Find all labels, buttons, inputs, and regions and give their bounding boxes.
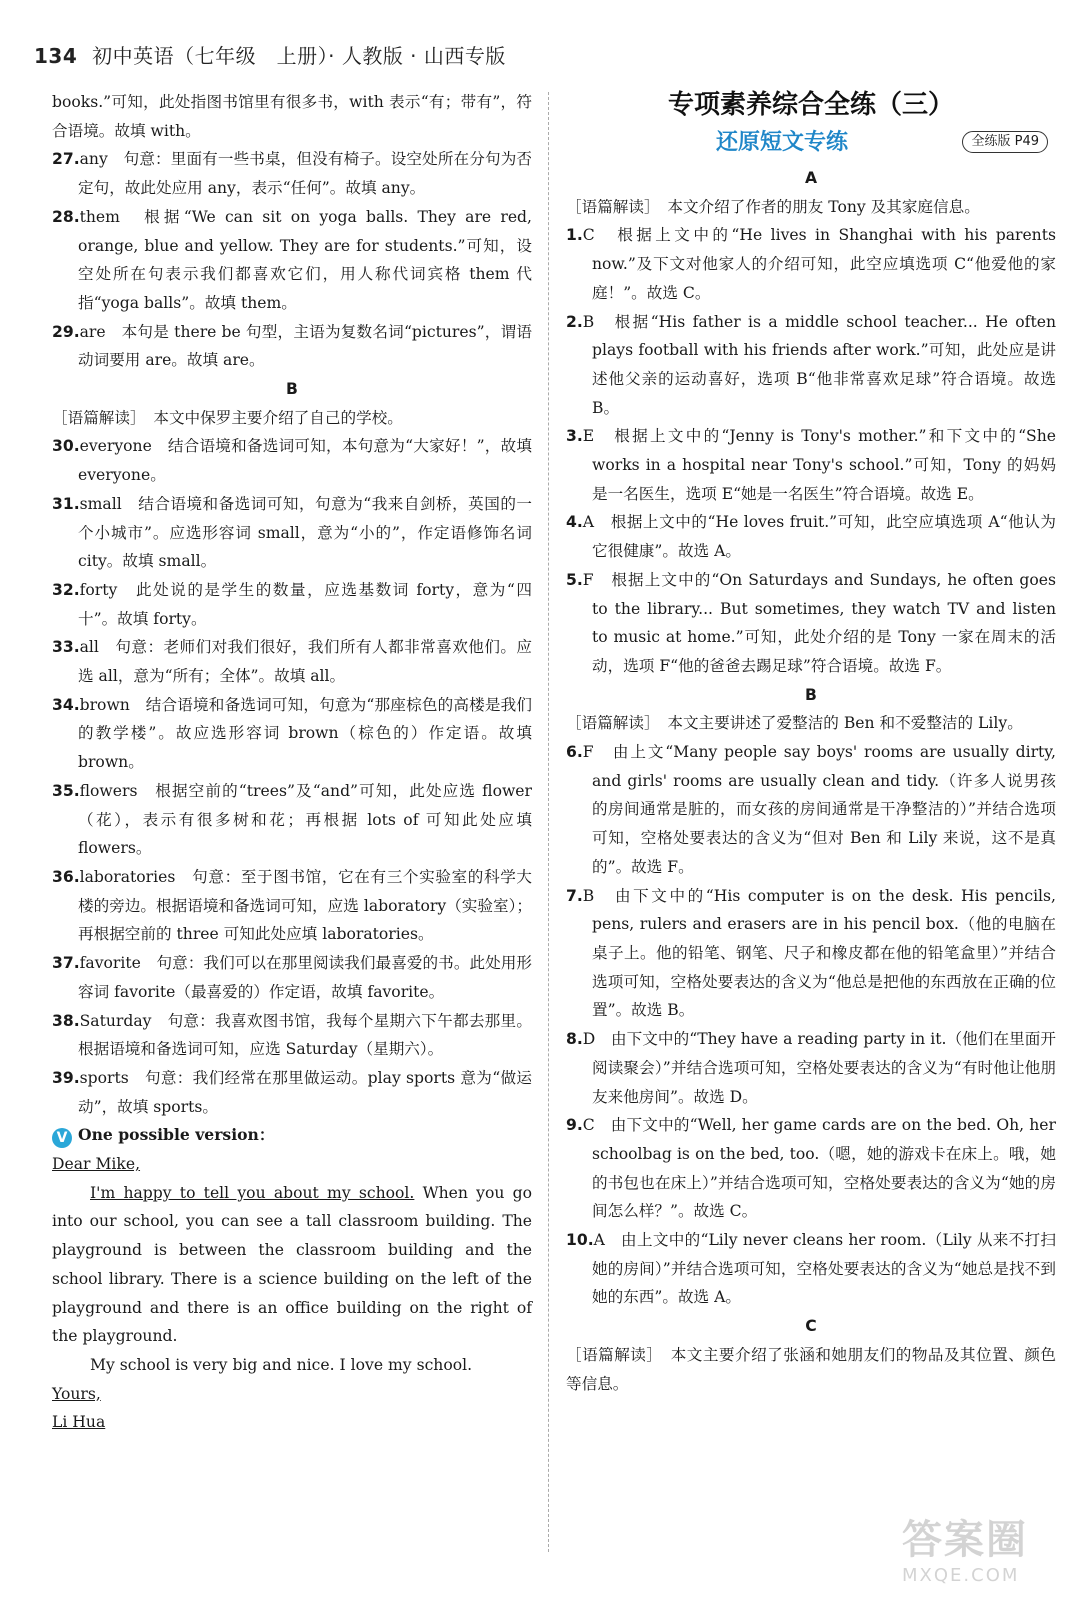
answer-explanation: everyone 结合语境和备选词可知，本句意为“大家好！”，故填 everyone。 — [78, 437, 532, 485]
writing-version-heading — [52, 1121, 532, 1150]
answer-number: 27. — [52, 150, 80, 169]
answer-explanation: favorite 句意：我们可以在那里阅读我们最喜爱的书。此处用形容词 favorite（最喜爱的）作定语，故填 favorite。 — [78, 954, 532, 1001]
answer-number: 38. — [52, 1011, 80, 1030]
section-c-heading: C — [805, 1317, 817, 1336]
letter-closing: Yours, — [52, 1384, 101, 1403]
answer-number: 34. — [52, 695, 80, 714]
answer-number: 8. — [566, 1030, 583, 1049]
letter-signature: Li Hua — [52, 1413, 106, 1432]
answer-explanation: C 根据上文中的“He lives in Shanghai with his parents now.”及下文对他家人的介绍可知，此空应填选项 C“他爱他的家庭！”。故选 C。 — [582, 226, 1056, 302]
left-column — [52, 88, 532, 1437]
answer-item — [566, 1111, 1056, 1226]
passage-gist-c: ［语篇解读］ 本文主要介绍了张涵和她朋友们的物品及其位置、颜色等信息。 — [566, 1345, 1056, 1393]
version-title: One possible version： — [78, 1125, 275, 1145]
subtitle-row — [566, 126, 1056, 164]
answer-item — [52, 576, 532, 633]
passage-gist-b-right: ［语篇解读］ 本文主要讲述了爱整洁的 Ben 和不爱整洁的 Lily。 — [566, 714, 1023, 733]
letter-paragraph-2: My school is very big and nice. I love my school. — [90, 1355, 473, 1374]
answer-explanation: sports 句意：我们经常在那里做运动。play sports 意为“做运动”，故填 sports。 — [78, 1068, 532, 1116]
topic-sentence: I'm happy to tell you about my school. — [90, 1183, 415, 1202]
answer-item — [566, 221, 1056, 307]
answer-number: 5. — [566, 570, 583, 589]
answer-explanation: D 由下文中的“They have a reading party in it.（他们在里面开阅读聚会）”并结合选项可知，空格处要表达的含义为“有时他让他朋友来他房间”。故选 D。 — [582, 1030, 1056, 1106]
answer-item — [52, 490, 532, 576]
answer-item — [52, 318, 532, 375]
answers-group-a-right — [566, 221, 1056, 680]
answer-number: 39. — [52, 1068, 80, 1087]
answer-explanation: flowers 根据空前的“trees”及“and”可知，此处应选 flower（花），表示有很多树和花；再根据 lots of 可知此处应填 flowers。 — [78, 781, 532, 858]
answer-item — [52, 863, 532, 949]
page-reference-badge: 全练版 P49 — [962, 131, 1048, 153]
passage-gist-b: ［语篇解读］ 本文中保罗主要介绍了自己的学校。 — [52, 408, 403, 427]
answer-number: 28. — [52, 207, 80, 226]
answer-number: 29. — [52, 322, 80, 341]
answers-group-b — [52, 432, 532, 1121]
answer-explanation: Saturday 句意：我喜欢图书馆，我每个星期六下午都去那里。根据语境和备选词可知，应选 Saturday（星期六）。 — [78, 1011, 532, 1059]
answer-number: 35. — [52, 781, 80, 800]
answer-explanation: laboratories 句意：至于图书馆，它在有三个实验室的科学大楼的旁边。根据语境和备选词可知，应选 laboratory（实验室）；再根据空前的 three 可知此处应填 laboratories。 — [78, 867, 532, 944]
page-number: 134 — [34, 44, 78, 68]
answer-item — [566, 1226, 1056, 1312]
watermark-url: MXQE.COM — [902, 1565, 1020, 1586]
answer-number: 6. — [566, 743, 583, 762]
answer-item — [52, 1064, 532, 1121]
answer-number: 32. — [52, 580, 80, 599]
sample-letter — [52, 1150, 532, 1437]
answer-item — [566, 738, 1056, 882]
v-badge-icon: V — [52, 1128, 72, 1148]
answer-explanation: small 结合语境和备选词可知，句意为“我来自剑桥，英国的一个小城市”。应选形容词 small，意为“小的”，作定语修饰名词 city。故填 small。 — [78, 494, 532, 571]
answer-number: 3. — [566, 427, 583, 446]
answer-item — [566, 566, 1056, 681]
section-b-heading: B — [286, 380, 298, 399]
answer-explanation: B 由下文中的“His computer is on the desk. His pencils, pens, rulers and erasers are in his pencil box.（他的电脑在桌子上。他的铅笔、钢笔、尺子和橡皮都在他的铅笔盒里）”并结合选项可知，空格处要表达的含义为“他总是把他的东西放在正确的位置”。故选 B。 — [582, 886, 1056, 1020]
letter-paragraph-1 — [52, 1179, 532, 1351]
site-watermark — [902, 1508, 1072, 1594]
answer-number: 9. — [566, 1116, 583, 1135]
answer-explanation: F 由上文“Many people say boys' rooms are usually dirty, and girls' rooms are usually clean and tidy.（许多人说男孩的房间通常是脏的，而女孩的房间通常是干净整洁的）”并结合选项可知，空格处要表达的含义为“但对 Ben 和 Lily 来说，这不是真的”。故选 F。 — [582, 743, 1056, 876]
answers-group-a — [52, 145, 532, 375]
answer-explanation: any 句意：里面有一些书桌，但没有椅子。设空处所在分句为否定句，故此处应用 any，表示“任何”。故填 any。 — [78, 150, 532, 198]
answer-item — [52, 777, 532, 863]
answer-explanation: all 句意：老师们对我们很好，我们所有人都非常喜欢他们。应选 all，意为“所有；全体”。故填 all。 — [78, 638, 532, 686]
answer-item — [52, 949, 532, 1006]
section-subtitle: 还原短文专练 — [716, 130, 849, 155]
answer-explanation: brown 结合语境和备选词可知，句意为“那座棕色的高楼是我们的教学楼”。故应选形容词 brown（棕色的）作定语。故填 brown。 — [78, 695, 532, 772]
answer-item — [52, 691, 532, 777]
answer-number: 7. — [566, 886, 583, 905]
section-b-heading-right: B — [805, 685, 817, 704]
passage-gist-a: ［语篇解读］ 本文介绍了作者的朋友 Tony 及其家庭信息。 — [566, 197, 980, 216]
book-title: 初中英语（七年级 上册）· 人教版 · 山西专版 — [92, 44, 506, 68]
section-a-heading: A — [804, 169, 818, 187]
answer-explanation: forty 此处说的是学生的数量，应选基数词 forty，意为“四十”。故填 forty。 — [78, 580, 532, 628]
answer-explanation: A 由上文中的“Lily never cleans her room.（Lily 从来不打扫她的房间）”并结合选项可知，空格处要表达的含义为“她总是找不到她的东西”。故选 A。 — [592, 1231, 1056, 1307]
continued-text: books.”可知，此处指图书馆里有很多书，with 表示“有；带有”，符合语境。故填 with。 — [52, 93, 532, 140]
answer-item — [566, 308, 1056, 423]
answer-number: 10. — [566, 1231, 594, 1250]
answer-explanation: C 由下文中的“Well, her game cards are on the bed. Oh, her schoolbag is on the bed, too.（嗯，她的游戏卡在床上。哦，她的书包也在床上）”并结合选项可知，空格处要表达的含义为“她的房间怎么样？”。故选 C。 — [582, 1116, 1056, 1221]
watermark-logo-text: 答案圈 — [902, 1517, 1028, 1563]
column-divider — [548, 92, 549, 1552]
answer-number: 37. — [52, 954, 80, 973]
answer-item — [566, 1025, 1056, 1111]
answer-number: 30. — [52, 437, 80, 456]
answer-item — [52, 432, 532, 489]
answer-explanation: B 根据“His father is a middle school teacher... He often plays football with his friends after work.”可知，此处应是讲述他父亲的运动喜好，选项 B“他非常喜欢足球”符合语境。故选 B。 — [582, 312, 1056, 417]
answer-item — [52, 1007, 532, 1064]
answer-number: 33. — [52, 638, 80, 657]
answer-item — [52, 633, 532, 690]
answer-item — [52, 203, 532, 318]
section-title: 专项素养综合全练（三） — [667, 90, 954, 120]
answer-explanation: them 根据“We can sit on yoga balls. They are red, orange, blue and yellow. They are for students.”可知，设空处所在句表示我们都喜欢它们，用人称代词宾格 them 代指“yoga balls”。故填 them。 — [78, 207, 532, 312]
answer-number: 31. — [52, 494, 80, 513]
answer-item — [566, 882, 1056, 1026]
answer-item — [566, 422, 1056, 508]
right-column — [566, 88, 1056, 1398]
answer-item — [52, 145, 532, 202]
answer-number: 4. — [566, 513, 583, 532]
answer-number: 36. — [52, 867, 80, 886]
answer-number: 1. — [566, 226, 583, 245]
letter-greeting: Dear Mike, — [52, 1155, 141, 1174]
letter-body: When you go into our school, you can see a tall classroom building. The playground is between the classroom building and the school library. There is a science building on the left of the playground and there is an office building on the right of the playground. — [52, 1183, 533, 1346]
answer-explanation: A 根据上文中的“He loves fruit.”可知，此空应填选项 A“他认为它很健康”。故选 A。 — [582, 513, 1056, 561]
answer-explanation: E 根据上文中的“Jenny is Tony's mother.”和下文中的“She works in a hospital near Tony's school.”可知，Tony 的妈妈是一名医生，选项 E“她是一名医生”符合语境。故选 E。 — [582, 427, 1056, 503]
answers-group-b-right — [566, 738, 1056, 1312]
answer-explanation: F 根据上文中的“On Saturdays and Sundays, he often goes to the library... But sometimes, they watch TV and listen to music at home.”可知，此处介绍的是 Tony 一家在周末的活动，选项 F“他的爸爸去踢足球”符合语境。故选 F。 — [582, 570, 1056, 675]
answer-explanation: are 本句是 there be 句型，主语为复数名词“pictures”，谓语动词要用 are。故填 are。 — [78, 322, 532, 370]
answer-number: 2. — [566, 312, 583, 331]
page-header — [34, 40, 506, 76]
answer-item — [566, 508, 1056, 565]
